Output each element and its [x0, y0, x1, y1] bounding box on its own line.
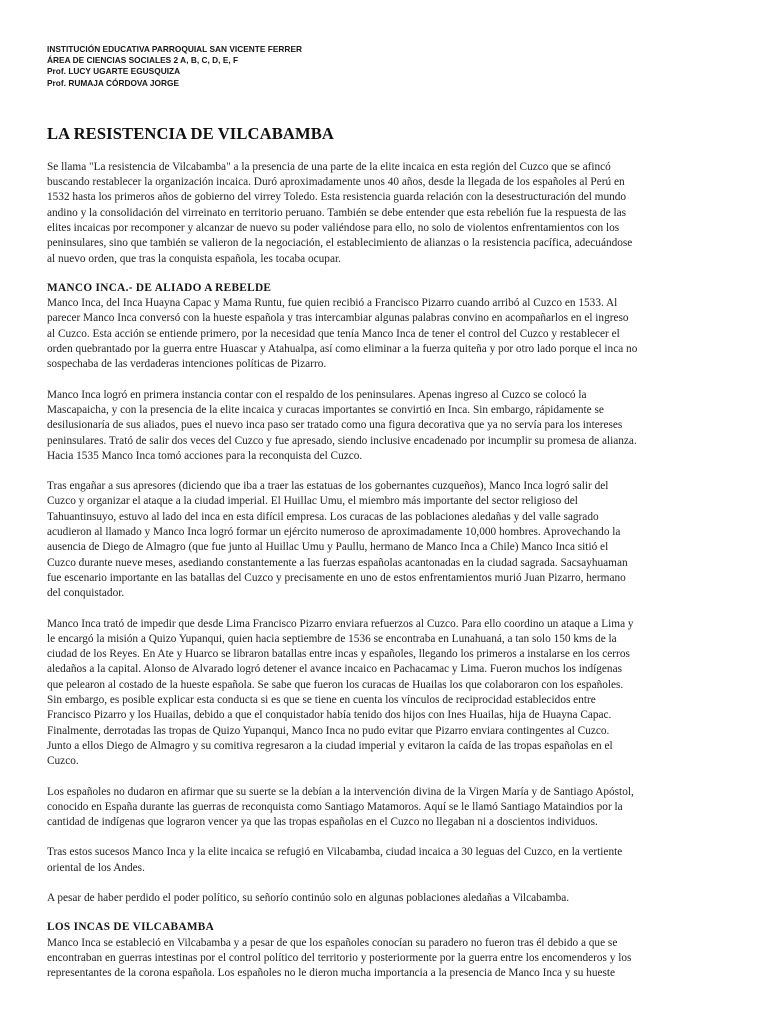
text-line: parecer Manco Inca conversó con la hueste española y tras intercambiar algunas palabras convino en acompañarlos en el ingreso — [47, 312, 629, 325]
paragraph — [47, 388, 720, 464]
paragraph — [47, 936, 720, 982]
text-line: Mascapaicha, y con la presencia de la elite incaica y curacas importantes se convirtió en Inca. Sin embargo, rápidamente se — [47, 403, 604, 416]
page-title: LA RESISTENCIA DE VILCABAMBA — [47, 123, 334, 143]
text-line: conocido en España durante las guerras de reconquista como Santiago Matamoros. Aquí se le llamó Santiago Mataindios por la — [47, 800, 623, 813]
text-line: acudieron al llamado y Manco Inca logró formar un ejército numeroso de aproximadamente 10,000 hombres. Aprovechando la — [47, 526, 621, 539]
text-line: Manco Inca logró en primera instancia contar con el respaldo de los peninsulares. Apenas ingreso al Cuzco se colocó la — [47, 388, 587, 401]
text-line: Cuzco y organizar el ataque a la ciudad imperial. El Huillac Umu, el miembro más importante del sector religioso del — [47, 495, 578, 508]
text-line: orden quebrantado por la guerra entre Huascar y Atahualpa, así como eliminar a la fuerza quiteña y por otro lado porque el inca no — [47, 343, 638, 356]
section-heading-incas-vilcabamba: LOS INCAS DE VILCABAMBA — [47, 921, 215, 934]
text-line: ausencia de Diego de Almagro (que fue junto al Huillac Umu y Paullu, hermano de Manco Inca a Chile) Manco Inca sitió el — [47, 541, 609, 554]
text-line: representantes de la corona española. Los españoles no le dieron mucha importancia a la presencia de Manco Inca y su hueste — [47, 967, 616, 980]
text-line: 1532 hasta los primeros años de gobierno del virrey Toledo. Esta resistencia guarda relación con la desestructuración del mundo — [47, 191, 627, 204]
paragraph — [47, 845, 720, 876]
text-line: Francisco Pizarro y los Huailas, debido a que el conquistador había tenido dos hijos con Ines Huailas, hija de Huayna Capac. — [47, 709, 612, 722]
paragraph — [47, 785, 720, 831]
text-line: Junto a ellos Diego de Almagro y su comitiva regresaron a la ciudad imperial y evitaron la caída de las tropas españolas en el — [47, 739, 613, 752]
teacher-name-1: Prof. LUCY UGARTE EGUSQUIZA — [47, 66, 181, 77]
text-line: del conquistador. — [47, 587, 125, 600]
text-line: ciudad de los Reyes. En Ate y Huarco se libraron batallas entre incas y españoles, llegando los primeros a instalarse en los cerros — [47, 648, 630, 661]
text-line: al Cuzco. Esta acción se entiende primero, por la necesidad que tenía Manco Inca de tener el control del Cuzco y restablecer el — [47, 327, 620, 340]
text-line: buscando restablecer la organización incaica. Duró aproximadamente unos 40 años, desde la llegada de los españoles al Perú en — [47, 176, 625, 189]
text-line: aledaños a la capital. Alonso de Alvarado logró detener el avance incaico en Pachacamac y Lima. Fueron muchos los indígenas — [47, 663, 622, 676]
text-line: Manco Inca trató de impedir que desde Lima Francisco Pizarro enviara refuerzos al Cuzco. Para ello coordino un ataque a Lima y — [47, 617, 634, 630]
text-line: peninsulares. Trató de salir dos veces del Cuzco y fue apresado, siendo inclusive encadenado por incumplir su promesa de alianza. — [47, 434, 637, 447]
text-line: Se llama "La resistencia de Vilcabamba" a la presencia de una parte de la elite incaica en esta región del Cuzco que se afincó — [47, 160, 611, 173]
text-line: cantidad de indígenas que lograron vencer ya que las tropas españolas en el Cuzco no llegaban ni a doscientos individuos. — [47, 816, 598, 829]
text-line: Tahuantinsuyo, estuvo al lado del inca en esta difícil empresa. Los curacas de las poblaciones aledañas y del valle sagrado — [47, 510, 599, 523]
document-header — [47, 44, 720, 89]
text-line: peninsulares, sino que también se valieron de la negociación, el establecimiento de alianzas o la resistencia pacífica, adecuándose — [47, 237, 633, 250]
text-line: encontraban en guerras intestinas por el control político del territorio y posteriormente por la guerra entre los encomenderos y los — [47, 951, 632, 964]
text-line: que pelearon al costado de la hueste española. Se sabe que fueron los curacas de Huailas los que colaboraron con los españoles. — [47, 678, 624, 691]
text-line: desilusionaría de sus aliados, pues el nuevo inca paso ser tratado como una figura decorativa que ya no servía para los intereses — [47, 419, 623, 432]
text-line: Manco Inca, del Inca Huayna Capac y Mama Runtu, fue quien recibió a Francisco Pizarro cuando arribó al Cuzco en 1533. Al — [47, 297, 618, 310]
intro-paragraph — [47, 160, 720, 267]
section-heading-manco-inca: MANCO INCA.- DE ALIADO A REBELDE — [47, 281, 272, 294]
school-name: INSTITUCIÓN EDUCATIVA PARROQUIAL SAN VICENTE FERRER — [47, 44, 303, 54]
text-line: Finalmente, derrotadas las tropas de Quizo Yupanqui, Manco Inca no pudo evitar que Pizarro enviara contingentes al Cuzco. — [47, 724, 610, 737]
text-line: A pesar de haber perdido el poder político, su señorío continúo solo en algunas poblaciones aledañas a Vilcabamba. — [47, 891, 570, 904]
text-line: Hacia 1535 Manco Inca tomó acciones para la reconquista del Cuzco. — [47, 449, 363, 462]
paragraph — [47, 479, 720, 601]
text-line: oriental de los Andes. — [47, 861, 145, 874]
area-courses: ÁREA DE CIENCIAS SOCIALES 2 A, B, C, D, E, F — [47, 55, 239, 66]
text-line: Cuzco. — [47, 755, 79, 768]
text-line: sospechaba de las verdaderas intenciones políticas de Pizarro. — [47, 358, 327, 371]
text-line: elites incaicas por recomponer y alcanzar de nuevo su poder valiéndose para ello, no solo de violentos enfrentamientos con los — [47, 222, 620, 234]
text-line: Manco Inca se estableció en Vilcabamba y a pesar de que los españoles conocían su paradero no fueron tras él debido a que se — [47, 936, 618, 949]
text-line: Tras estos sucesos Manco Inca y la elite incaica se refugió en Vilcabamba, ciudad incaica a 30 leguas del Cuzco, en la vertiente — [47, 846, 623, 859]
text-line: Tras engañar a sus apresores (diciendo que iba a traer las estatuas de los gobernantes cuzqueños), Manco Inca logró salir del — [47, 480, 609, 493]
text-line: al nuevo orden, que tras la conquista española, les tocaba ocupar. — [47, 252, 341, 265]
paragraph — [47, 296, 720, 372]
text-line: fue escenario importante en las batallas del Cuzco y precisamente en uno de estos enfrentamientos murió Juan Pizarro, hermano — [47, 571, 626, 584]
text-line: andino y la consolidación del virreinato en territorio peruano. También se debe entender que esta rebelión fue la respuesta de las — [47, 206, 627, 219]
text-line: le encargó la misión a Quizo Yupanqui, quien hacia septiembre de 1536 se encontraba en Lunahuaná, a tan solo 150 kms de la — [47, 632, 617, 645]
teacher-name-2: Prof. RUMAJA CÓRDOVA JORGE — [47, 77, 180, 88]
paragraph — [47, 617, 720, 770]
text-line: Sin embargo, es posible explicar esta conducta si es que se tiene en cuenta los vínculos de reciprocidad establecidos entre — [47, 694, 596, 707]
text-line: Los españoles no dudaron en afirmar que su suerte se la debían a la intervención divina de la Virgen María y de Santiago Apóstol, — [47, 785, 634, 798]
text-line: Cuzco durante nueve meses, asediando constantemente a las fuerzas españolas acantonadas en la ciudad sagrada. Sacsayhuaman — [47, 556, 628, 569]
paragraph — [47, 891, 720, 906]
